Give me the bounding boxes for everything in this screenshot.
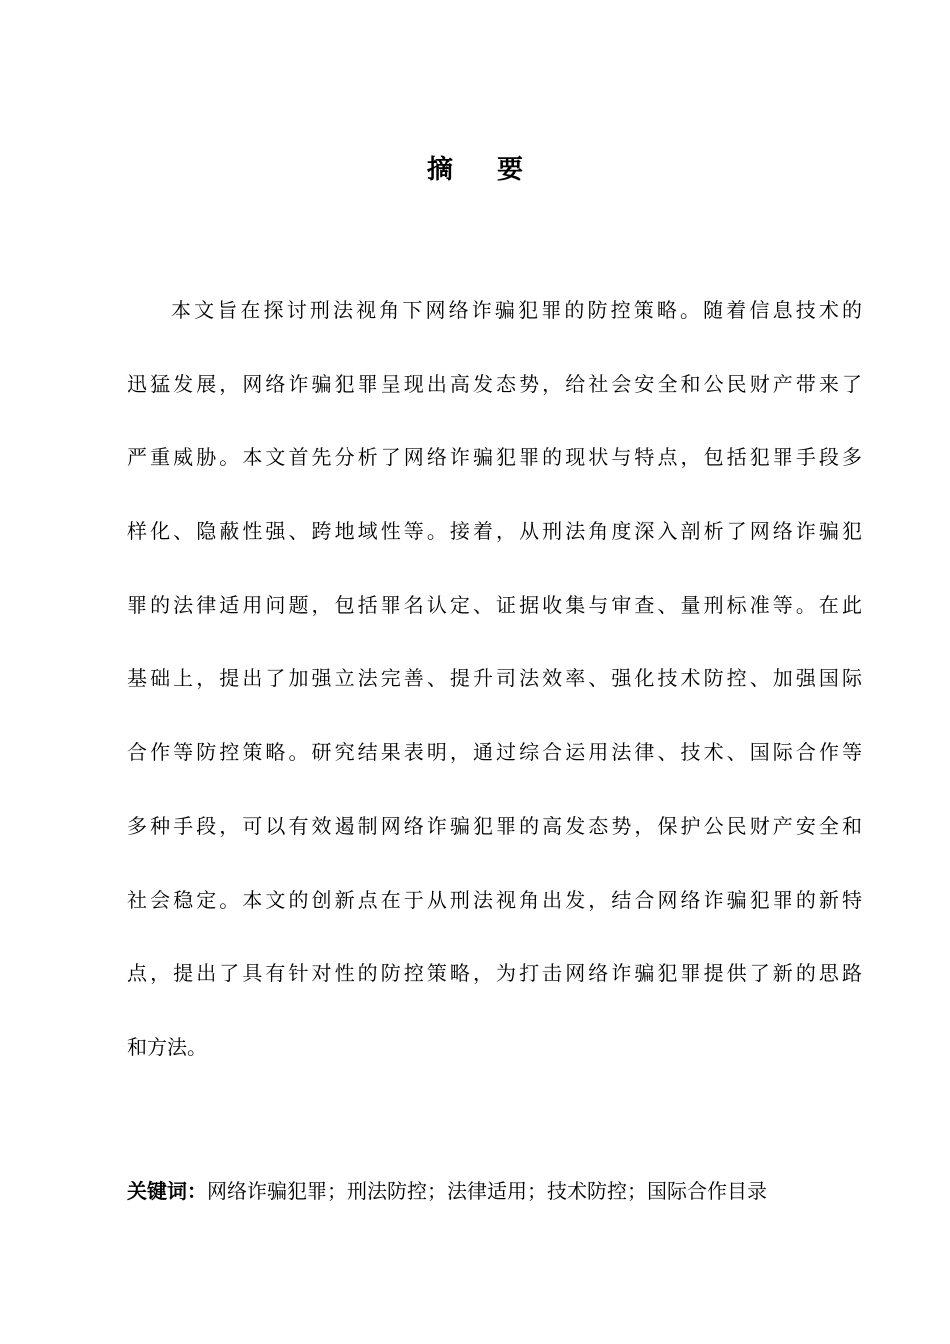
abstract-line: 合作等防控策略。研究结果表明，通过综合运用法律、技术、国际合作等 <box>127 740 862 765</box>
keywords-line <box>127 1172 767 1210</box>
title-char-1: 摘 <box>426 155 453 185</box>
abstract-line: 迅猛发展，网络诈骗犯罪呈现出高发态势，给社会安全和公民财产带来了 <box>127 371 862 396</box>
abstract-line: 和方法。 <box>127 1034 207 1059</box>
abstract-line: 社会稳定。本文的创新点在于从刑法视角出发，结合网络诈骗犯罪的新特 <box>127 887 862 912</box>
abstract-line: 点，提出了具有针对性的防控策略，为打击网络诈骗犯罪提供了新的思路 <box>127 961 862 986</box>
abstract-line: 样化、隐蔽性强、跨地域性等。接着，从刑法角度深入剖析了网络诈骗犯 <box>127 519 862 544</box>
abstract-line: 本文旨在探讨刑法视角下网络诈骗犯罪的防控策略。随着信息技术的 <box>171 298 862 322</box>
keywords-label: 关键词： <box>127 1179 207 1203</box>
page-title <box>0 150 950 190</box>
abstract-line: 严重威胁。本文首先分析了网络诈骗犯罪的现状与特点，包括犯罪手段多 <box>127 445 862 470</box>
abstract-line: 罪的法律适用问题，包括罪名认定、证据收集与审查、量刑标准等。在此 <box>127 592 862 617</box>
title-char-2: 要 <box>497 155 524 185</box>
abstract-line: 多种手段，可以有效遏制网络诈骗犯罪的高发态势，保护公民财产安全和 <box>127 813 862 838</box>
abstract-body <box>127 291 862 1102</box>
keywords-text: 网络诈骗犯罪；刑法防控；法律适用；技术防控；国际合作目录 <box>207 1179 767 1203</box>
abstract-line: 基础上，提出了加强立法完善、提升司法效率、强化技术防控、加强国际 <box>127 666 862 691</box>
